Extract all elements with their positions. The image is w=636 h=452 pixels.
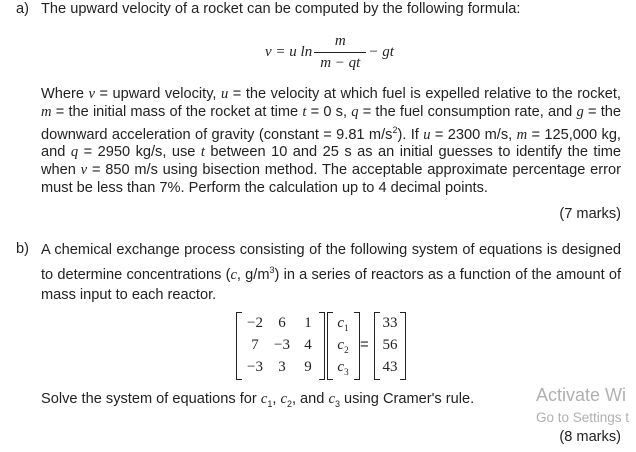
part-b-marks: (8 marks) (559, 429, 621, 445)
text-run: = 125,000 kg, and (41, 126, 621, 161)
var-v: v (88, 86, 95, 102)
formula-denominator: m − qt (314, 52, 366, 72)
matrix-a-left-bracket (236, 312, 242, 380)
subscript: 2 (344, 345, 349, 355)
rocket-velocity-formula (265, 30, 394, 74)
subscript: 1 (344, 323, 349, 333)
var-t: t (200, 144, 205, 161)
superscript: 3 (269, 265, 275, 275)
matrix-cell: −3 (274, 337, 290, 353)
matrix-cell: 4 (304, 337, 312, 353)
var-q: q (351, 103, 359, 120)
text-run: = the velocity at which fuel is expelled relative to the rocket, (228, 86, 621, 102)
var-m: m (516, 126, 528, 143)
part-b-label: b) (16, 241, 29, 257)
text-run: = 0 s, (306, 103, 352, 120)
text-run: Solve the system of equations for (41, 391, 261, 407)
var-q: q (70, 144, 79, 161)
matrix-cell: 7 (251, 337, 259, 353)
matrix-cell: 6 (278, 315, 286, 331)
formula-lhs: v = u ln (265, 43, 313, 60)
var-m: m (41, 103, 52, 120)
text-run: = 2300 m/s, (430, 126, 517, 143)
matrix-cell: −2 (247, 315, 263, 331)
var-c: c (337, 315, 345, 331)
var-c: c (260, 391, 268, 407)
subscript: 3 (334, 398, 340, 409)
vector-cell (332, 312, 354, 334)
matrix-a-right-bracket (319, 312, 325, 380)
text-run: = the fuel consumption rate, and (358, 103, 577, 120)
go-to-settings-watermark[interactable]: Go to Settings t (536, 410, 630, 425)
part-a-paragraph (41, 86, 621, 198)
superscript: 2 (392, 124, 398, 135)
formula-numerator: m (334, 32, 346, 49)
vector-cell: 33 (382, 315, 398, 331)
text-run: ) in a series of reactors as a function of the amount of mass input to each reactor. (41, 266, 621, 303)
unknown-vector (332, 312, 354, 378)
text-run: A chemical exchange process consisting of the following system of equations is designed to determine concentrations ( (41, 242, 621, 283)
text-run: = the initial mass of the rocket at time (51, 103, 303, 120)
vector-b-right-bracket (400, 312, 406, 380)
var-t: t (302, 103, 307, 120)
vector-cell (332, 334, 354, 356)
formula-tail: − gt (368, 43, 394, 60)
var-c: c (337, 359, 345, 375)
text-run: = upward velocity, (94, 86, 221, 102)
text-run: , g/m (236, 266, 270, 283)
text-run: , (272, 391, 281, 407)
matrix-cell: 3 (278, 359, 286, 375)
part-a-marks: (7 marks) (559, 206, 621, 222)
matrix-cell: 1 (304, 315, 312, 331)
coefficient-matrix (243, 312, 319, 378)
subscript: 2 (286, 398, 292, 409)
subscript: 3 (344, 367, 349, 377)
text-run: Where (41, 86, 89, 102)
matrix-cell: 9 (304, 359, 312, 375)
text-run: = 850 m/s using bisection method. The acceptable approximate percentage error must be less than 7%. Perform the calculation up to 4 decimal points. (41, 162, 621, 196)
vector-cell: 43 (382, 359, 398, 375)
matrix-cell: −3 (247, 359, 263, 375)
var-c: c (337, 337, 345, 353)
text-run: ). If (397, 126, 424, 143)
vector-cell (332, 356, 354, 378)
var-c: c (280, 391, 287, 407)
part-a-label: a) (16, 1, 29, 17)
part-b-instruction (41, 390, 474, 414)
subscript: 1 (267, 398, 273, 409)
var-u: u (423, 126, 431, 143)
var-c: c (230, 266, 237, 283)
text-run: between 10 and 25 s as an initial guesses to identify the time when (41, 144, 622, 179)
constant-vector (378, 312, 402, 378)
part-a-intro: The upward velocity of a rocket can be computed by the following formula: (41, 1, 521, 17)
var-v: v (80, 162, 88, 179)
text-run: using Cramer's rule. (339, 391, 475, 407)
matrix-equation (236, 312, 416, 378)
var-c: c (328, 391, 335, 407)
equals-sign: = (360, 336, 369, 353)
formula-fraction (314, 33, 366, 72)
part-b-paragraph (41, 240, 621, 305)
var-g: g (576, 103, 584, 120)
text-run: = 2950 kg/s, use (78, 144, 201, 161)
activate-windows-watermark: Activate Wi (536, 385, 627, 405)
var-u: u (221, 86, 229, 102)
vector-cell: 56 (382, 337, 398, 353)
text-run: , and (291, 391, 329, 407)
text-run: = the downward acceleration of gravity (constant = 9.81 m/s (41, 103, 621, 143)
